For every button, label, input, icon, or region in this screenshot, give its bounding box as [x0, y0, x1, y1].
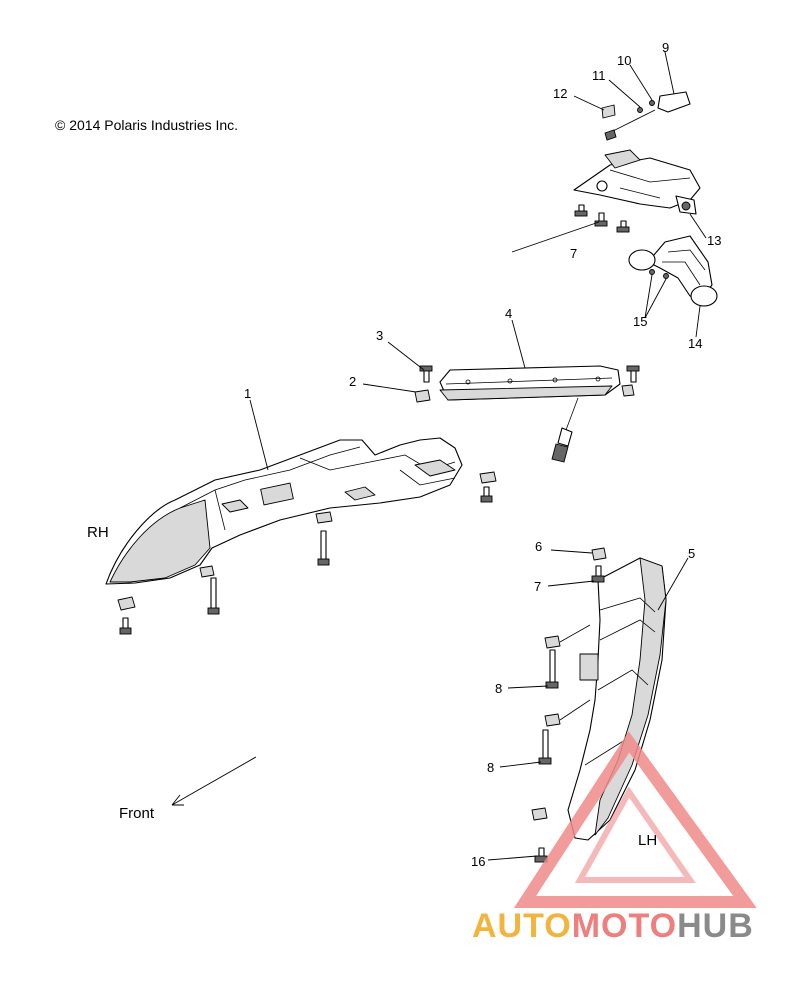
callout-14: 14 [688, 336, 703, 351]
watermark-logo [472, 742, 754, 945]
callout-3: 3 [376, 328, 384, 343]
callout-2: 2 [349, 374, 357, 389]
tail-light-assembly [602, 92, 690, 140]
watermark-auto: AUTO [472, 907, 572, 945]
callout-12: 12 [553, 86, 568, 101]
front-label: Front [119, 805, 155, 822]
rear-fender-bracket [574, 150, 700, 232]
rh-side-label: RH [87, 524, 109, 541]
lh-side-panel [568, 558, 666, 840]
watermark-moto: MOTO [571, 907, 678, 945]
callout-10: 10 [617, 53, 632, 68]
watermark-hub: HUB [677, 907, 754, 945]
callout-13: 13 [707, 233, 722, 248]
callout-16: 16 [471, 854, 486, 869]
rh-side-panel [106, 438, 462, 584]
copyright-notice: © 2014 Polaris Industries Inc. [55, 117, 239, 133]
front-direction-arrow [172, 757, 256, 805]
callout-7-lh: 7 [534, 579, 542, 594]
license-plate-bracket [629, 236, 717, 306]
callout-6: 6 [535, 539, 543, 554]
callout-1: 1 [244, 386, 252, 401]
callout-11: 11 [592, 68, 606, 83]
center-light-bar [440, 366, 620, 462]
callout-5: 5 [688, 546, 696, 561]
watermark-text [472, 907, 754, 945]
callout-8-upper: 8 [495, 681, 503, 696]
callout-15: 15 [633, 314, 648, 329]
callout-8-lower: 8 [487, 760, 495, 775]
callout-7-rear: 7 [570, 246, 578, 261]
callout-4: 4 [505, 306, 513, 321]
callout-9: 9 [662, 40, 670, 55]
lh-side-label: LH [638, 832, 658, 849]
